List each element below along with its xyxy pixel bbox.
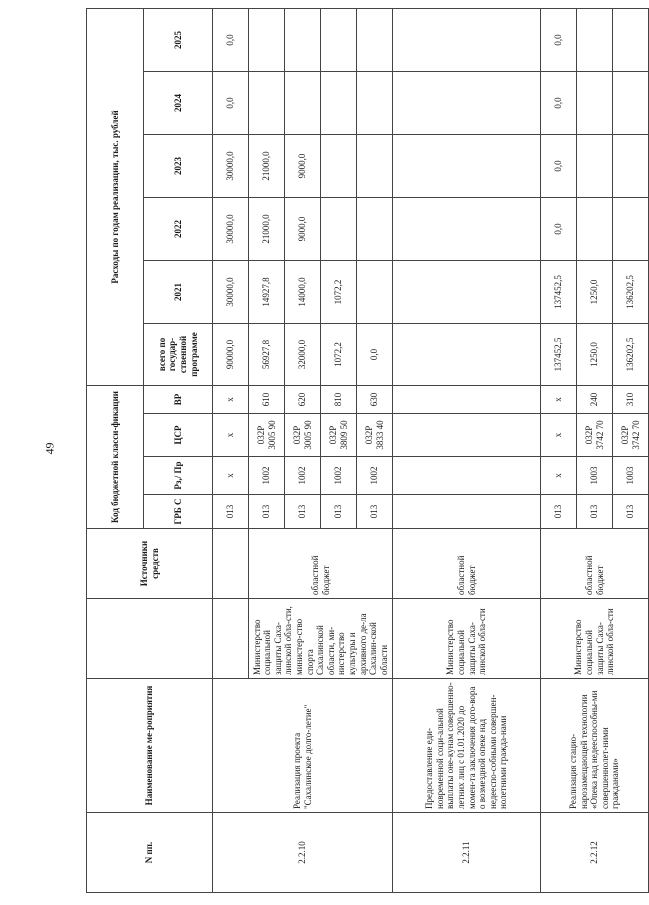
header-rzpr: Рз,/ Пр (144, 457, 213, 495)
y2023-cell (613, 134, 649, 197)
header-name: Наименование ме-роприятия (87, 679, 213, 813)
y2021-cell: 137452,5 (541, 260, 577, 323)
y2024-cell (285, 71, 321, 134)
vr-cell: 810 (321, 385, 357, 413)
vr-cell: 310 (613, 385, 649, 413)
header-sources: Источники средств (87, 529, 213, 599)
y2021-cell: 14927,8 (249, 260, 285, 323)
vr-cell: 240 (577, 385, 613, 413)
rzpr-cell: 1002 (249, 457, 285, 495)
grbs-cell: 013 (613, 495, 649, 529)
total-cell: 56927,8 (249, 323, 285, 385)
vr-cell (393, 385, 541, 413)
y2022-cell (393, 197, 541, 260)
vr-cell: х (541, 385, 577, 413)
header-n: N пп. (87, 813, 213, 893)
rzpr-cell: 1002 (357, 457, 393, 495)
header-total: всего по государ-ственной программе (144, 323, 213, 385)
header-code-group: Код бюджетной класси-фикации (87, 385, 144, 528)
y2023-cell: 21000,0 (249, 134, 285, 197)
table-row (541, 8, 577, 892)
header-vr: ВР (144, 385, 213, 413)
grbs-cell: 013 (249, 495, 285, 529)
y2021-cell: 1072,2 (321, 260, 357, 323)
csr-cell: х (213, 414, 249, 457)
y2022-cell: 0,0 (541, 197, 577, 260)
grbs-cell: 013 (577, 495, 613, 529)
header-year-2024: 2024 (144, 71, 213, 134)
row-number: 2.2.10 (213, 813, 393, 893)
header-csr: ЦСР (144, 414, 213, 457)
y2024-cell (321, 71, 357, 134)
total-cell: 32000,0 (285, 323, 321, 385)
row-number: 2.2.11 (393, 813, 541, 893)
grbs-cell: 013 (321, 495, 357, 529)
csr-cell: х (541, 414, 577, 457)
csr-cell: 032Р 3742 70 (613, 414, 649, 457)
table-row (393, 8, 541, 892)
y2025-cell (393, 8, 541, 71)
y2022-cell (321, 197, 357, 260)
table-row (213, 8, 249, 892)
vr-cell: 620 (285, 385, 321, 413)
header-year-2022: 2022 (144, 197, 213, 260)
rzpr-cell (393, 457, 541, 495)
csr-cell: 032Р 3742 70 (577, 414, 613, 457)
csr-cell: 032Р 3005 90 (249, 414, 285, 457)
y2022-cell (577, 197, 613, 260)
header-expenses-group: Расходы по годам реализации, тыс. рублей (87, 8, 144, 385)
grbs-cell: 013 (285, 495, 321, 529)
y2024-cell (613, 71, 649, 134)
y2023-cell (577, 134, 613, 197)
header-year-2021: 2021 (144, 260, 213, 323)
header-executor (87, 599, 213, 679)
grbs-cell: 013 (357, 495, 393, 529)
total-cell (393, 323, 541, 385)
total-cell: 1250,0 (577, 323, 613, 385)
y2022-cell (357, 197, 393, 260)
y2025-cell (357, 8, 393, 71)
budget-table (86, 8, 649, 893)
y2023-cell: 9000,0 (285, 134, 321, 197)
csr-cell: 032Р 3809 50 (321, 414, 357, 457)
y2024-cell: 0,0 (213, 71, 249, 134)
y2023-cell: 0,0 (541, 134, 577, 197)
measure-name: Предоставление еди-новременной соци-альной выплаты оне-кунам совершенно-летних лиц с 01.01.2020 до момен-та заключения дого-вора о возмездной опеке над недееспо-собными совершен-нолетними гражда-нами (393, 679, 541, 813)
executor-cell: Министерство социальной защиты Саха-линской обла-сти, министер-ство спорта Сахалинской области, ми-нистерство культуры и архивного де-ла Сахалин-ской области (249, 599, 393, 679)
vr-cell: 630 (357, 385, 393, 413)
page-number: 49 (42, 442, 57, 455)
y2021-cell: 14000,0 (285, 260, 321, 323)
total-cell: 0,0 (357, 323, 393, 385)
y2022-cell: 9000,0 (285, 197, 321, 260)
csr-cell: 032Р 3005 90 (285, 414, 321, 457)
rzpr-cell: 1003 (577, 457, 613, 495)
rzpr-cell: х (541, 457, 577, 495)
y2021-cell: 136202,5 (613, 260, 649, 323)
y2024-cell (393, 71, 541, 134)
csr-cell: 032Р 3833 40 (357, 414, 393, 457)
header-grbs: ГРБ С (144, 495, 213, 529)
executor-cell (213, 599, 249, 679)
source-cell: областной бюджет (249, 529, 393, 599)
grbs-cell (393, 495, 541, 529)
executor-cell: Министерство социальной защиты Саха-линской обла-сти (541, 599, 649, 679)
y2023-cell (393, 134, 541, 197)
vr-cell: 610 (249, 385, 285, 413)
grbs-cell: 013 (213, 495, 249, 529)
y2025-cell: 0,0 (541, 8, 577, 71)
y2021-cell (393, 260, 541, 323)
executor-cell: Министерство социальной защиты Саха-линской обла-сти (393, 599, 541, 679)
rzpr-cell: 1002 (285, 457, 321, 495)
grbs-cell: 013 (541, 495, 577, 529)
y2025-cell (285, 8, 321, 71)
measure-name: Реализация стацио-нарозамещающей технологии «Опека над недееспособны-ми совершеннолет-ними гражданами» (541, 679, 649, 813)
y2024-cell (577, 71, 613, 134)
rzpr-cell: 1003 (613, 457, 649, 495)
y2025-cell: 0,0 (213, 8, 249, 71)
y2025-cell (613, 8, 649, 71)
y2025-cell (577, 8, 613, 71)
y2023-cell (321, 134, 357, 197)
y2024-cell: 0,0 (541, 71, 577, 134)
rzpr-cell: х (213, 457, 249, 495)
vr-cell: х (213, 385, 249, 413)
y2022-cell (613, 197, 649, 260)
y2025-cell (249, 8, 285, 71)
total-cell: 136202,5 (613, 323, 649, 385)
csr-cell (393, 414, 541, 457)
y2022-cell: 21000,0 (249, 197, 285, 260)
header-year-2023: 2023 (144, 134, 213, 197)
header-year-2025: 2025 (144, 8, 213, 71)
y2024-cell (249, 71, 285, 134)
rzpr-cell: 1002 (321, 457, 357, 495)
y2021-cell (357, 260, 393, 323)
source-cell (213, 529, 249, 599)
row-number: 2.2.12 (541, 813, 649, 893)
budget-table-container (86, 9, 649, 893)
y2023-cell (357, 134, 393, 197)
y2021-cell: 30000,0 (213, 260, 249, 323)
y2025-cell (321, 8, 357, 71)
y2023-cell: 30000,0 (213, 134, 249, 197)
total-cell: 1072,2 (321, 323, 357, 385)
total-cell: 90000,0 (213, 323, 249, 385)
y2024-cell (357, 71, 393, 134)
y2022-cell: 30000,0 (213, 197, 249, 260)
source-cell: областной бюджет (541, 529, 649, 599)
source-cell: областной бюджет (393, 529, 541, 599)
measure-name: Реализация проекта "Сахалинское долго-летие" (213, 679, 393, 813)
y2021-cell: 1250,0 (577, 260, 613, 323)
total-cell: 137452,5 (541, 323, 577, 385)
